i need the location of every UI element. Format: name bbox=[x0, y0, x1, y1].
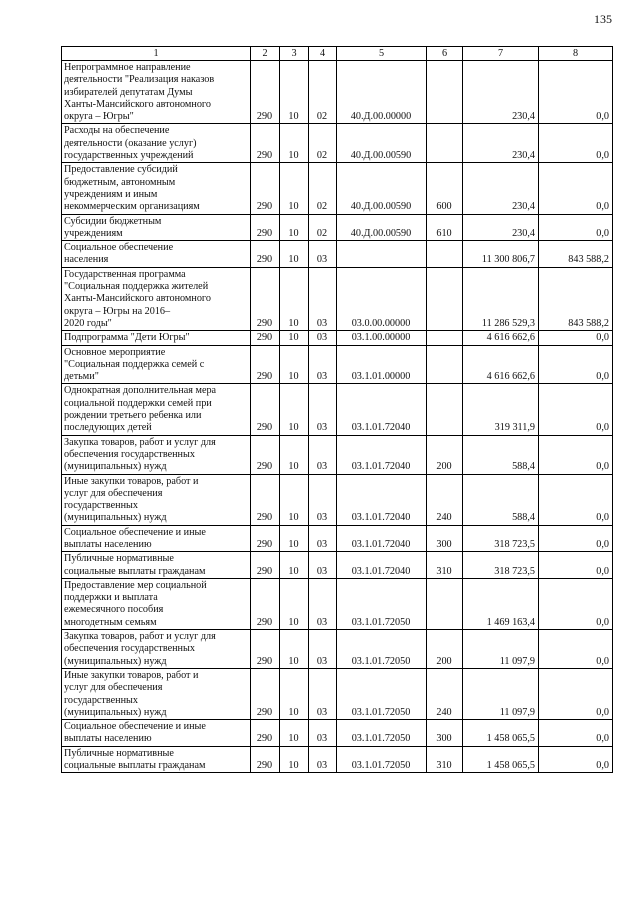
budget-table bbox=[61, 46, 613, 773]
cell-section: 10 bbox=[280, 345, 309, 384]
table-row bbox=[62, 267, 613, 330]
column-header: 4 bbox=[309, 47, 337, 61]
table-row bbox=[62, 214, 613, 241]
cell-target-article: 03.1.01.72050 bbox=[337, 630, 427, 669]
cell-amount: 4 616 662,6 bbox=[463, 345, 539, 384]
table-row bbox=[62, 331, 613, 345]
cell-target-article: 03.1.01.72040 bbox=[337, 384, 427, 435]
table-row bbox=[62, 746, 613, 773]
cell-admin-code: 290 bbox=[251, 331, 280, 345]
cell-name: Социальное обеспечение и иные выплаты населению bbox=[62, 720, 251, 747]
cell-admin-code: 290 bbox=[251, 214, 280, 241]
cell-subsection: 03 bbox=[309, 668, 337, 719]
cell-section: 10 bbox=[280, 578, 309, 629]
cell-section: 10 bbox=[280, 163, 309, 214]
cell-subvention-amount: 0,0 bbox=[539, 61, 613, 124]
column-header: 7 bbox=[463, 47, 539, 61]
cell-section: 10 bbox=[280, 214, 309, 241]
cell-amount: 230,4 bbox=[463, 163, 539, 214]
cell-subsection: 03 bbox=[309, 474, 337, 525]
table-body bbox=[62, 61, 613, 773]
cell-subvention-amount: 0,0 bbox=[539, 124, 613, 163]
cell-amount: 318 723,5 bbox=[463, 525, 539, 552]
cell-section: 10 bbox=[280, 746, 309, 773]
cell-subvention-amount: 0,0 bbox=[539, 720, 613, 747]
cell-admin-code: 290 bbox=[251, 578, 280, 629]
cell-section: 10 bbox=[280, 435, 309, 474]
cell-name: Публичные нормативные социальные выплаты гражданам bbox=[62, 552, 251, 579]
cell-amount: 230,4 bbox=[463, 61, 539, 124]
cell-subsection: 03 bbox=[309, 267, 337, 330]
cell-subsection: 03 bbox=[309, 525, 337, 552]
cell-subsection: 03 bbox=[309, 384, 337, 435]
cell-amount: 318 723,5 bbox=[463, 552, 539, 579]
cell-amount: 1 458 065,5 bbox=[463, 720, 539, 747]
cell-amount: 11 286 529,3 bbox=[463, 267, 539, 330]
cell-subsection: 03 bbox=[309, 720, 337, 747]
cell-admin-code: 290 bbox=[251, 668, 280, 719]
cell-amount: 588,4 bbox=[463, 435, 539, 474]
table-row bbox=[62, 384, 613, 435]
cell-target-article: 03.0.00.00000 bbox=[337, 267, 427, 330]
cell-expense-type: 600 bbox=[427, 163, 463, 214]
cell-admin-code: 290 bbox=[251, 552, 280, 579]
cell-subvention-amount: 0,0 bbox=[539, 578, 613, 629]
table-row bbox=[62, 474, 613, 525]
table-row bbox=[62, 163, 613, 214]
cell-admin-code: 290 bbox=[251, 384, 280, 435]
table-row bbox=[62, 61, 613, 124]
cell-name: Закупка товаров, работ и услуг для обеспечения государственных (муниципальных) нужд bbox=[62, 630, 251, 669]
cell-subsection: 03 bbox=[309, 241, 337, 268]
cell-section: 10 bbox=[280, 474, 309, 525]
cell-target-article: 03.1.01.72040 bbox=[337, 474, 427, 525]
cell-subvention-amount: 0,0 bbox=[539, 163, 613, 214]
cell-expense-type bbox=[427, 331, 463, 345]
cell-admin-code: 290 bbox=[251, 435, 280, 474]
column-header: 5 bbox=[337, 47, 427, 61]
cell-expense-type bbox=[427, 384, 463, 435]
cell-name: Расходы на обеспечение деятельности (оказание услуг) государственных учреждений bbox=[62, 124, 251, 163]
cell-amount: 588,4 bbox=[463, 474, 539, 525]
cell-subvention-amount: 0,0 bbox=[539, 630, 613, 669]
cell-subvention-amount: 843 588,2 bbox=[539, 267, 613, 330]
cell-name: Предоставление субсидий бюджетным, автономным учреждениям и иным некоммерческим организациям bbox=[62, 163, 251, 214]
column-header: 2 bbox=[251, 47, 280, 61]
cell-admin-code: 290 bbox=[251, 124, 280, 163]
table-row bbox=[62, 552, 613, 579]
cell-name: Непрограммное направление деятельности "Реализация наказов избирателей депутатам Думы Ханты-Мансийского автономного округа – Югры" bbox=[62, 61, 251, 124]
cell-target-article: 03.1.01.72040 bbox=[337, 525, 427, 552]
cell-admin-code: 290 bbox=[251, 474, 280, 525]
cell-amount: 11 097,9 bbox=[463, 630, 539, 669]
cell-section: 10 bbox=[280, 241, 309, 268]
table-row bbox=[62, 578, 613, 629]
cell-subvention-amount: 0,0 bbox=[539, 345, 613, 384]
cell-amount: 11 300 806,7 bbox=[463, 241, 539, 268]
cell-target-article: 03.1.01.72050 bbox=[337, 746, 427, 773]
column-header: 8 bbox=[539, 47, 613, 61]
cell-subvention-amount: 0,0 bbox=[539, 525, 613, 552]
cell-name: Публичные нормативные социальные выплаты гражданам bbox=[62, 746, 251, 773]
cell-name: Иные закупки товаров, работ и услуг для обеспечения государственных (муниципальных) нужд bbox=[62, 474, 251, 525]
cell-target-article: 40.Д.00.00590 bbox=[337, 124, 427, 163]
cell-expense-type: 610 bbox=[427, 214, 463, 241]
table-row bbox=[62, 241, 613, 268]
cell-amount: 1 458 065,5 bbox=[463, 746, 539, 773]
cell-expense-type bbox=[427, 241, 463, 268]
cell-admin-code: 290 bbox=[251, 746, 280, 773]
cell-subvention-amount: 0,0 bbox=[539, 668, 613, 719]
cell-expense-type bbox=[427, 124, 463, 163]
cell-expense-type: 200 bbox=[427, 435, 463, 474]
cell-name: Государственная программа "Социальная поддержка жителей Ханты-Мансийского автономного округа – Югры на 2016– 2020 годы" bbox=[62, 267, 251, 330]
table-row bbox=[62, 124, 613, 163]
cell-target-article: 03.1.01.72040 bbox=[337, 435, 427, 474]
cell-target-article: 03.1.01.00000 bbox=[337, 345, 427, 384]
cell-subsection: 02 bbox=[309, 124, 337, 163]
cell-amount: 230,4 bbox=[463, 124, 539, 163]
cell-expense-type bbox=[427, 578, 463, 629]
cell-subvention-amount: 0,0 bbox=[539, 384, 613, 435]
cell-name: Предоставление мер социальной поддержки и выплата ежемесячного пособия многодетным семьям bbox=[62, 578, 251, 629]
cell-name: Основное мероприятие "Социальная поддержка семей с детьми" bbox=[62, 345, 251, 384]
column-header: 1 bbox=[62, 47, 251, 61]
cell-subsection: 03 bbox=[309, 345, 337, 384]
cell-subvention-amount: 0,0 bbox=[539, 474, 613, 525]
cell-target-article: 40.Д.00.00590 bbox=[337, 163, 427, 214]
cell-section: 10 bbox=[280, 331, 309, 345]
table-row bbox=[62, 345, 613, 384]
cell-target-article: 03.1.01.72050 bbox=[337, 668, 427, 719]
table-row bbox=[62, 668, 613, 719]
table-row bbox=[62, 525, 613, 552]
cell-name: Закупка товаров, работ и услуг для обеспечения государственных (муниципальных) нужд bbox=[62, 435, 251, 474]
cell-target-article: 03.1.01.72040 bbox=[337, 552, 427, 579]
cell-subsection: 03 bbox=[309, 578, 337, 629]
cell-admin-code: 290 bbox=[251, 241, 280, 268]
cell-expense-type: 240 bbox=[427, 668, 463, 719]
cell-admin-code: 290 bbox=[251, 61, 280, 124]
cell-amount: 230,4 bbox=[463, 214, 539, 241]
cell-admin-code: 290 bbox=[251, 163, 280, 214]
cell-subvention-amount: 0,0 bbox=[539, 331, 613, 345]
column-header: 3 bbox=[280, 47, 309, 61]
cell-target-article bbox=[337, 241, 427, 268]
cell-admin-code: 290 bbox=[251, 345, 280, 384]
cell-name: Социальное обеспечение и иные выплаты населению bbox=[62, 525, 251, 552]
cell-name: Иные закупки товаров, работ и услуг для обеспечения государственных (муниципальных) нужд bbox=[62, 668, 251, 719]
cell-admin-code: 290 bbox=[251, 525, 280, 552]
cell-expense-type bbox=[427, 267, 463, 330]
cell-target-article: 40.Д.00.00590 bbox=[337, 214, 427, 241]
cell-subsection: 03 bbox=[309, 331, 337, 345]
cell-amount: 11 097,9 bbox=[463, 668, 539, 719]
table-row bbox=[62, 630, 613, 669]
cell-section: 10 bbox=[280, 384, 309, 435]
cell-subvention-amount: 0,0 bbox=[539, 746, 613, 773]
cell-section: 10 bbox=[280, 267, 309, 330]
cell-section: 10 bbox=[280, 552, 309, 579]
cell-subsection: 02 bbox=[309, 61, 337, 124]
cell-subvention-amount: 0,0 bbox=[539, 435, 613, 474]
cell-subsection: 03 bbox=[309, 435, 337, 474]
cell-subsection: 03 bbox=[309, 552, 337, 579]
cell-section: 10 bbox=[280, 525, 309, 552]
page-number: 135 bbox=[594, 12, 612, 26]
cell-expense-type: 310 bbox=[427, 746, 463, 773]
cell-amount: 4 616 662,6 bbox=[463, 331, 539, 345]
cell-target-article: 03.1.01.72050 bbox=[337, 720, 427, 747]
cell-amount: 1 469 163,4 bbox=[463, 578, 539, 629]
cell-name: Социальное обеспечение населения bbox=[62, 241, 251, 268]
cell-expense-type bbox=[427, 345, 463, 384]
cell-target-article: 03.1.00.00000 bbox=[337, 331, 427, 345]
cell-expense-type bbox=[427, 61, 463, 124]
cell-name: Однократная дополнительная мера социальной поддержки семей при рождении третьего ребенка или последующих детей bbox=[62, 384, 251, 435]
cell-admin-code: 290 bbox=[251, 630, 280, 669]
cell-subsection: 02 bbox=[309, 214, 337, 241]
column-header: 6 bbox=[427, 47, 463, 61]
cell-section: 10 bbox=[280, 668, 309, 719]
cell-target-article: 40.Д.00.00000 bbox=[337, 61, 427, 124]
cell-subvention-amount: 843 588,2 bbox=[539, 241, 613, 268]
cell-subsection: 03 bbox=[309, 746, 337, 773]
cell-target-article: 03.1.01.72050 bbox=[337, 578, 427, 629]
cell-amount: 319 311,9 bbox=[463, 384, 539, 435]
cell-section: 10 bbox=[280, 720, 309, 747]
cell-section: 10 bbox=[280, 61, 309, 124]
cell-subvention-amount: 0,0 bbox=[539, 214, 613, 241]
table-row bbox=[62, 720, 613, 747]
table-header-row bbox=[62, 47, 613, 61]
cell-subsection: 03 bbox=[309, 630, 337, 669]
cell-section: 10 bbox=[280, 124, 309, 163]
cell-expense-type: 240 bbox=[427, 474, 463, 525]
cell-expense-type: 200 bbox=[427, 630, 463, 669]
cell-subsection: 02 bbox=[309, 163, 337, 214]
cell-section: 10 bbox=[280, 630, 309, 669]
cell-subvention-amount: 0,0 bbox=[539, 552, 613, 579]
table-row bbox=[62, 435, 613, 474]
cell-expense-type: 300 bbox=[427, 720, 463, 747]
cell-admin-code: 290 bbox=[251, 720, 280, 747]
cell-name: Субсидии бюджетным учреждениям bbox=[62, 214, 251, 241]
cell-admin-code: 290 bbox=[251, 267, 280, 330]
cell-name: Подпрограмма "Дети Югры" bbox=[62, 331, 251, 345]
cell-expense-type: 300 bbox=[427, 525, 463, 552]
cell-expense-type: 310 bbox=[427, 552, 463, 579]
